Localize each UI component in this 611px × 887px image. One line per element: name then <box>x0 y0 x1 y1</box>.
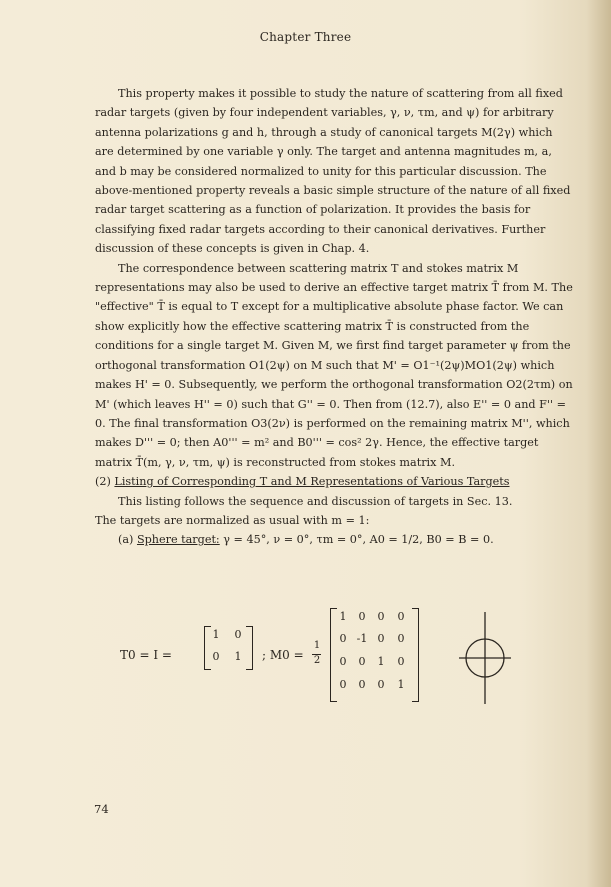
section-heading-line <box>95 472 573 491</box>
t-matrix-cell: 1 <box>234 650 242 663</box>
m-matrix-cell: 1 <box>339 610 347 623</box>
paragraph-1: This property makes it possible to study the nature of scattering from all fixed radar targets (given by four independent variables, γ, ν, τm, and ψ) for arbitrary antenna polarizations g and h, through a study of canonical targets M(2γ) which are determined by one variable γ only. The target and antenna magnitudes m, a, and b may be considered normalized to unity for this particular discussion. The above-mentioned property reveals a basic simple structure of the nature of all fixed radar target scattering as a function of polarization. It provides the basis for classifying fixed radar targets according to their canonical derivatives. Further discussion of these concepts is given in Chap. 4. <box>95 87 571 256</box>
m-matrix-right-bracket <box>412 608 419 702</box>
m-matrix-cell: 1 <box>377 655 385 668</box>
section-number: (2) <box>95 475 111 489</box>
m-matrix-cell: 0 <box>358 655 366 668</box>
item-line <box>95 530 573 549</box>
m0-label: ; M0 = <box>262 648 304 662</box>
chapter-header: Chapter Three <box>259 30 352 44</box>
paragraph-2: The correspondence between scattering matrix T and stokes matrix M representations may also be used to derive an effective target matrix T̄ from M. The "effective" T̄ is equal to T except for a multiplicative absolute phase factor. We can show explicitly how the effective scattering matrix T̄ is constructed from the conditions for a single target M. Given M, we first find target parameter ψ from the orthogonal transformation O1(2ψ) on M such that M' = O1⁻¹(2ψ)MO1(2ψ) which makes H' = 0. Subsequently, we perform the orthogonal transformation O2(2τm) on M' (which leaves H'' = 0) such that G'' = 0. Then from (12.7), also E'' = 0 and F'' = 0. The final transformation O3(2ν) is performed on the remaining matrix M'', which makes D''' = 0; then A0''' = m² and B0''' = cos² 2γ. Hence, the effective target matrix T̄(m, γ, ν, τm, ψ) is reconstructed from stokes matrix M. <box>95 261 573 469</box>
t0-label: T0 = I = <box>120 648 172 662</box>
paragraph-4: The targets are normalized as usual with m = 1: <box>95 513 370 527</box>
t-matrix-cell: 0 <box>234 628 242 641</box>
m-matrix-cell: 0 <box>339 678 347 691</box>
item-label: (a) <box>118 533 134 547</box>
m-matrix-cell: 0 <box>377 610 385 623</box>
m-matrix-cell: 0 <box>377 678 385 691</box>
m-matrix-cell: 0 <box>397 632 405 645</box>
body-text <box>95 84 573 550</box>
page-number: 74 <box>94 802 109 816</box>
m-matrix-cell: 0 <box>397 655 405 668</box>
section-title: Listing of Corresponding T and M Representations of Various Targets <box>114 475 510 489</box>
m-matrix-cell: 0 <box>339 632 347 645</box>
t-matrix-cell: 0 <box>212 650 220 663</box>
polarization-sphere-symbol <box>445 612 525 704</box>
item-title: Sphere target: <box>136 533 220 547</box>
m-matrix-cell: 0 <box>377 632 385 645</box>
m-matrix-cell: 1 <box>397 678 405 691</box>
item-params: γ = 45°, ν = 0°, τm = 0°, A0 = 1/2, B0 = B = 0. <box>223 533 494 547</box>
m-matrix-cell: 0 <box>339 655 347 668</box>
m-matrix-cell: 0 <box>397 610 405 623</box>
m-matrix-cell: -1 <box>356 632 368 645</box>
fraction-denominator: 2 <box>313 655 321 666</box>
t-matrix-cell: 1 <box>212 628 220 641</box>
m-matrix-cell: 0 <box>358 678 366 691</box>
fraction-numerator: 1 <box>313 640 321 651</box>
paragraph-3: This listing follows the sequence and discussion of targets in Sec. 13. <box>118 494 513 508</box>
m-matrix-cell: 0 <box>358 610 366 623</box>
